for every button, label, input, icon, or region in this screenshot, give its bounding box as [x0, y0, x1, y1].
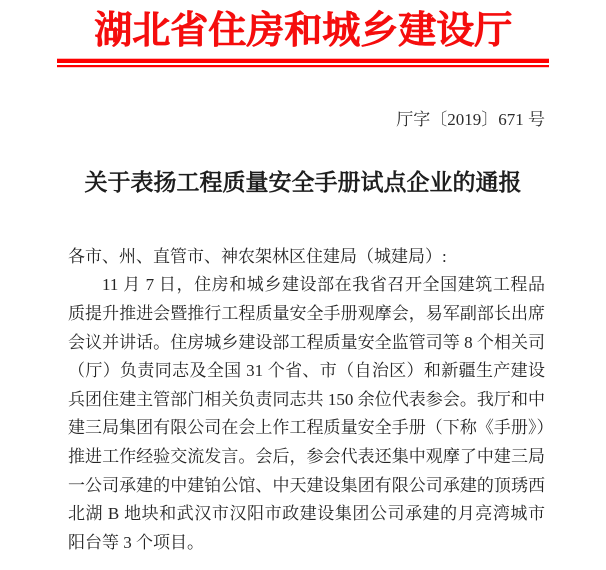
body-paragraph: 11 月 7 日，住房和城乡建设部在我省召开全国建筑工程品质提升推进会暨推行工程质量安全手册观摩会，易军副部长出席会议并讲话。住房城乡建设部工程质量安全监管司等 8 个相关司（厅）负责同志及全国 31 个省、市（自治区）和新疆生产建设兵团住建主管部门相关负责同志共 150 余位代表参会。我厅和中建三局集团有限公司在会上作工程质量安全手册（下称《手册》）推进工作经验交流发言。会后，参会代表还集中观摩了中建三局一公司承建的中建铂公馆、中天建设集团有限公司承建的顶琇西北湖 B 地块和武汉市汉阳市政建设集团公司承建的月亮湾城市阳台等 3 个项目。 [68, 275, 545, 552]
document-title: 关于表扬工程质量安全手册试点企业的通报 [84, 169, 522, 195]
masthead-divider [57, 59, 549, 67]
document-body [68, 243, 545, 558]
salutation-line: 各市、州、直管市、神农架林区住建局（城建局）: [68, 246, 447, 266]
divider-thin-line [57, 65, 549, 67]
document-number: 厅字〔2019〕671 号 [396, 109, 545, 129]
agency-masthead-title: 湖北省住房和城乡建设厅 [93, 10, 512, 52]
divider-thick-line [57, 59, 549, 63]
